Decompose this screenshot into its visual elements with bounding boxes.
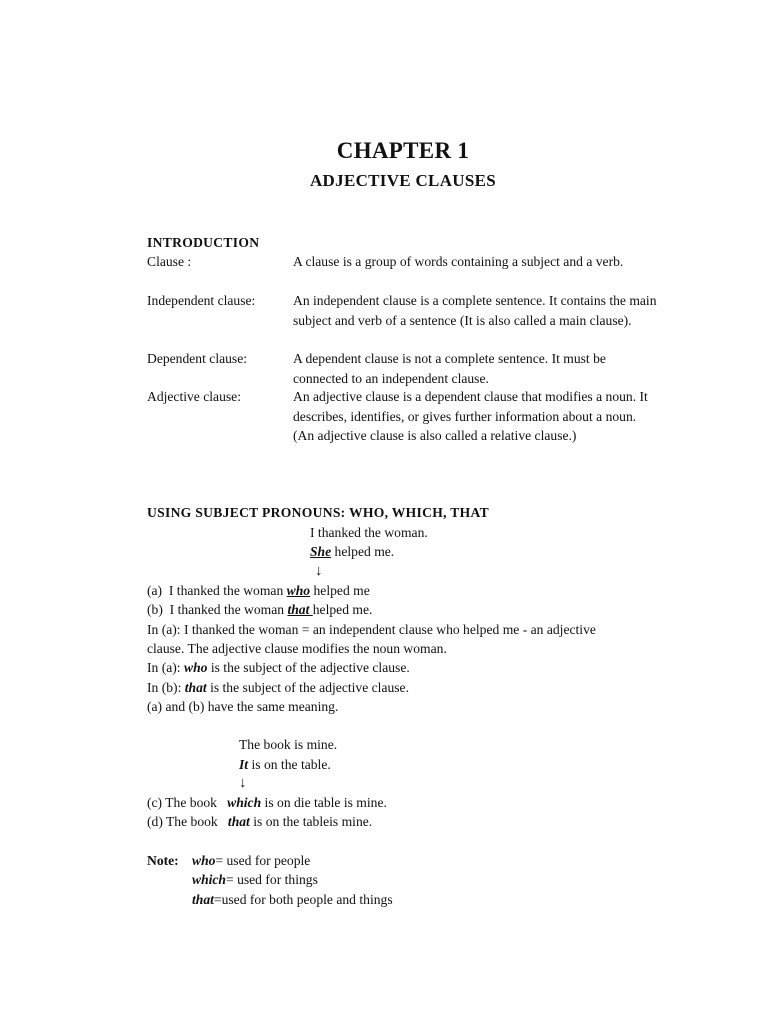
note-text: = used for things [226,872,318,887]
example-text: is the subject of the adjective clause. [207,660,410,675]
example-sentence [310,542,394,562]
example-text: (c) The book [147,795,228,810]
example-text: is on die table is mine. [261,795,387,810]
pronoun-highlight: It [239,757,249,772]
explanation-line: (a) and (b) have the same meaning. [147,699,339,714]
chapter-title: CHAPTER 1 [336,138,470,163]
note-item [192,851,310,871]
pronoun-highlight: which [227,795,262,810]
explanation-line [147,678,409,698]
note-word: which [192,872,226,887]
example-text: (b) I thanked the woman [147,602,288,617]
definition-text: An adjective clause is a dependent clause that modifies a noun. It describes, identifies, or gives further information about a noun. (An adjective clause is also called a relative clause.) [293,389,648,443]
note-item [192,890,393,910]
definition-adjective-clause [147,387,667,465]
example-text: is the subject of the adjective clause. [206,680,409,695]
example-text: helped me [310,583,370,598]
definition-term: Clause : [147,254,192,269]
example-text: In (a): [147,660,184,675]
example-text: is on the table. [248,757,331,772]
definition-term: Dependent clause: [147,351,248,366]
definition-clause [147,252,667,291]
definition-term: Independent clause: [147,293,256,308]
pronoun-highlight: She [310,544,332,559]
example-text: helped me. [331,544,395,559]
definition-term: Adjective clause: [147,389,241,404]
pronoun-highlight: that [287,602,313,617]
pronoun-highlight: who [184,660,208,675]
example-text: is on the tableis mine. [249,814,373,829]
pronoun-highlight: who [286,583,311,598]
chapter-subtitle: ADJECTIVE CLAUSES [309,171,496,190]
explanation-line: clause. The adjective clause modifies the noun woman. [147,641,447,656]
example-sentence: The book is mine. [239,737,338,752]
down-arrow-icon: ↓ [315,563,323,579]
explanation-line [147,658,410,678]
example-text: (d) The book [147,814,228,829]
example-line-a [147,581,370,601]
introduction-heading: INTRODUCTION [147,235,260,250]
definition-text: A clause is a group of words containing a subject and a verb. [293,254,624,269]
example-line-b [147,600,372,620]
note-text: =used for both people and things [213,892,393,907]
note-text: = used for people [215,853,311,868]
example-sentence [239,755,331,775]
down-arrow-icon: ↓ [239,775,247,791]
definition-independent-clause [147,291,667,349]
example-line-d [147,812,372,832]
example-line-c [147,793,387,813]
example-text: helped me. [312,602,373,617]
pronoun-highlight: that [184,680,207,695]
explanation-line: In (a): I thanked the woman = an independent clause who helped me - an adjective [147,622,596,637]
note-word: that [192,892,214,907]
example-text: In (b): [147,680,185,695]
note-label: Note: [147,853,179,868]
note-word: who [192,853,216,868]
definition-text: An independent clause is a complete sentence. It contains the main subject and verb of a sentence (It is also called a main clause). [293,293,657,328]
example-text: (a) I thanked the woman [147,583,287,598]
note-item [192,870,318,890]
definition-text: A dependent clause is not a complete sentence. It must be connected to an independent clause. [293,351,606,386]
pronoun-highlight: that [227,814,250,829]
definition-dependent-clause [147,349,667,388]
example-sentence: I thanked the woman. [310,525,428,540]
section-heading-subject-pronouns: USING SUBJECT PRONOUNS: WHO, WHICH, THAT [147,505,489,520]
